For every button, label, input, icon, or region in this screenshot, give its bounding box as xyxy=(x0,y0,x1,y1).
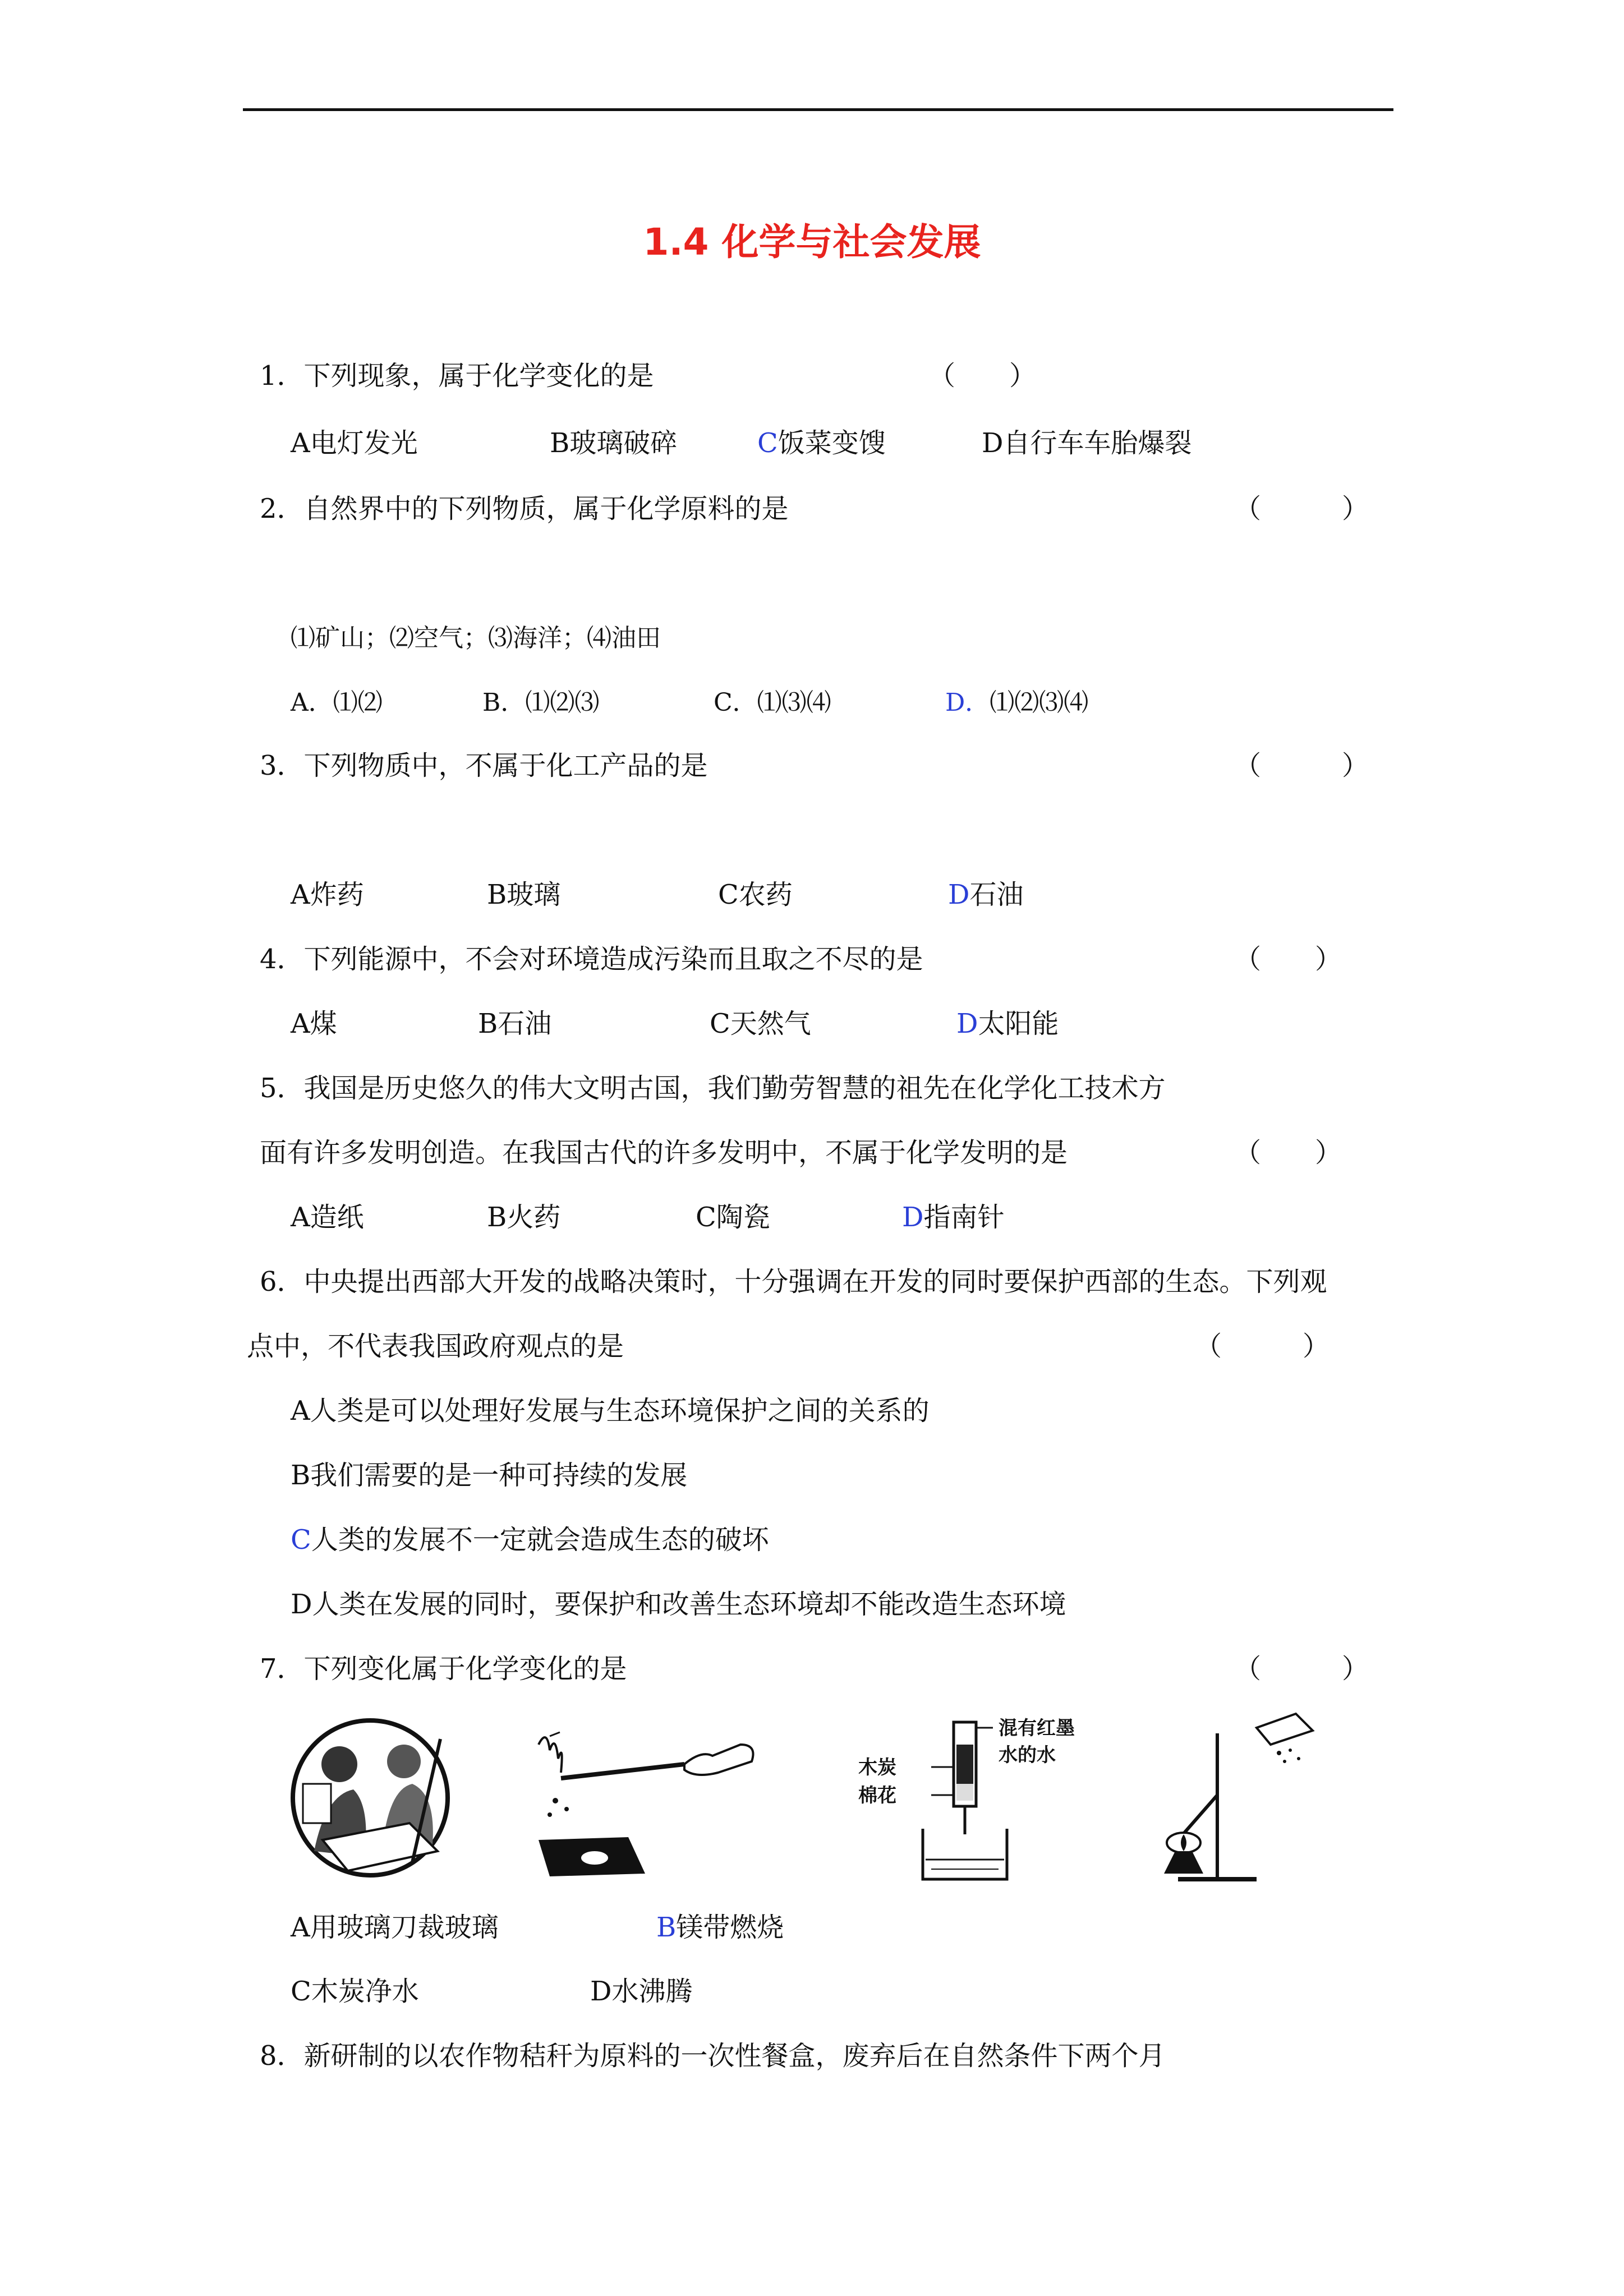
q2-stem: 2．自然界中的下列物质，属于化学原料的是 xyxy=(260,493,789,524)
q7-option-d: D水沸腾 xyxy=(590,1976,693,2007)
q4-option-d: D太阳能 xyxy=(956,1008,1059,1039)
q3-option-b: B玻璃 xyxy=(487,879,561,910)
q1-stem: 1．下列现象，属于化学变化的是 xyxy=(260,360,654,392)
q4-answer-paren: （ ） xyxy=(1234,944,1342,975)
q1-option-a: A电灯发光 xyxy=(291,427,418,459)
label-ink-water-1: 混有红墨 xyxy=(999,1717,1075,1740)
q6-option-d: D人类在发展的同时，要保护和改善生态环境却不能改造生态环境 xyxy=(291,1589,1066,1620)
q3-option-c: C农药 xyxy=(718,879,793,910)
q5-stem-line2: 面有许多发明创造。在我国古代的许多发明中，不属于化学发明的是 xyxy=(260,1137,1068,1168)
q7-figure-a-glass-cutting xyxy=(269,1711,471,1885)
header-rule xyxy=(243,108,1393,111)
label-ink-water-2: 水的水 xyxy=(999,1744,1056,1766)
q4-option-c: C天然气 xyxy=(710,1008,811,1039)
q7-option-c: C木炭净水 xyxy=(291,1976,419,2007)
page-title: 1.4 化学与社会发展 xyxy=(643,220,981,264)
q6-stem-line1: 6．中央提出西部大开发的战略决策时，十分强调在开发的同时要保护西部的生态。下列观 xyxy=(260,1266,1327,1297)
q2-option-a: A．⑴⑵ xyxy=(291,688,383,717)
q8-stem: 8．新研制的以农作物秸秆为原料的一次性餐盒，废弃后在自然条件下两个月 xyxy=(260,2040,1166,2072)
q4-option-a: A煤 xyxy=(291,1008,337,1039)
q2-option-c: C．⑴⑶⑷ xyxy=(714,688,831,717)
q3-option-a: A炸药 xyxy=(291,879,364,910)
q1-option-c: C饭菜变馊 xyxy=(757,427,886,459)
q5-option-b: B火药 xyxy=(487,1202,561,1233)
q4-option-b: B石油 xyxy=(478,1008,552,1039)
q3-option-d: D石油 xyxy=(948,879,1024,910)
q5-option-c: C陶瓷 xyxy=(696,1202,770,1233)
q1-option-b: B玻璃破碎 xyxy=(550,427,678,459)
q7-option-b: B镁带燃烧 xyxy=(656,1912,784,1943)
label-cotton: 棉花 xyxy=(858,1784,896,1807)
q7-figure-b-magnesium-burning xyxy=(516,1711,769,1885)
q2-option-b: B．⑴⑵⑶ xyxy=(482,688,600,717)
q7-option-a: A用玻璃刀裁玻璃 xyxy=(291,1912,499,1943)
q5-option-d: D指南针 xyxy=(902,1202,1005,1233)
q1-option-d: D自行车车胎爆裂 xyxy=(982,427,1192,459)
q3-stem: 3．下列物质中，不属于化工产品的是 xyxy=(260,750,708,781)
q6-option-a: A人类是可以处理好发展与生态环境保护之间的关系的 xyxy=(291,1395,930,1427)
q6-answer-paren: （ ） xyxy=(1195,1331,1330,1362)
q7-figure-d-water-boiling xyxy=(1144,1711,1335,1885)
q7-figure-c-charcoal-filter xyxy=(858,1711,1172,1885)
q6-option-c: C人类的发展不一定就会造成生态的破坏 xyxy=(291,1524,769,1556)
q5-stem-line1: 5．我国是历史悠久的伟大文明古国，我们勤劳智慧的祖先在化学化工技术方 xyxy=(260,1073,1166,1104)
q1-answer-paren: （ ） xyxy=(928,360,1037,392)
q4-stem: 4．下列能源中，不会对环境造成污染而且取之不尽的是 xyxy=(260,944,923,975)
q5-answer-paren: （ ） xyxy=(1234,1137,1342,1168)
q2-answer-paren: （ ） xyxy=(1234,493,1369,524)
q2-option-d: D．⑴⑵⑶⑷ xyxy=(945,688,1089,717)
q2-items: ⑴矿山；⑵空气；⑶海洋；⑷油田 xyxy=(291,624,661,652)
q6-option-b: B我们需要的是一种可持续的发展 xyxy=(291,1460,688,1491)
label-charcoal: 木炭 xyxy=(858,1756,896,1779)
q6-stem-line2: 点中，不代表我国政府观点的是 xyxy=(247,1331,624,1362)
q3-answer-paren: （ ） xyxy=(1234,750,1369,781)
q7-answer-paren: （ ） xyxy=(1234,1653,1369,1685)
q7-stem: 7．下列变化属于化学变化的是 xyxy=(260,1653,627,1685)
q5-option-a: A造纸 xyxy=(291,1202,364,1233)
